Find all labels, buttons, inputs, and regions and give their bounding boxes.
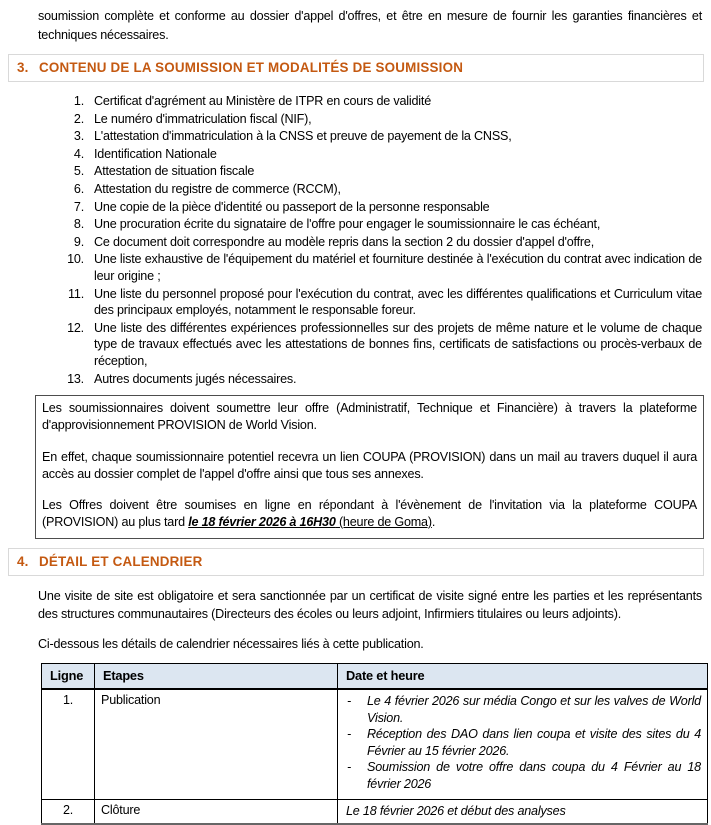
date-list-item <box>344 693 701 726</box>
list-item-text: Autres documents jugés nécessaires. <box>94 371 297 386</box>
list-item-text: Ce document doit correspondre au modèle repris dans la section 2 du dossier d'appel d'offre, <box>94 234 595 249</box>
list-item-number: 6. <box>73 181 84 196</box>
deadline-date: le 18 février 2026 à 16H30 <box>188 515 336 530</box>
site-visit-paragraph: Une visite de site est obligatoire et sera sanctionnée par un certificat de visite signé entre les parties et les représentants des structures communautaires (Directeurs des écoles ou leurs adjoint, Infirmiers titulaires ou leurs adjoints). <box>38 589 702 622</box>
dash-marker: - <box>347 727 351 742</box>
list-item-number: 1. <box>73 94 84 108</box>
deadline-prefix: Les Offres doivent être soumises en ligne en répondant à l'évènement de l'invitation via la plateforme COUPA (PROVISION) au plus tard <box>42 497 697 530</box>
table-header-ligne: Ligne <box>42 664 95 690</box>
submission-paragraph-2: En effet, chaque soumissionnaire potentiel recevra un lien COUPA (PROVISION) dans un mail au travers duquel il aura accès au dossier complet de l'appel d'offre ainsi que tous ses annexes. <box>42 449 697 481</box>
cell-ligne: 2. <box>42 799 95 824</box>
table-header-date: Date et heure <box>338 664 708 690</box>
date-text: Le 18 février 2026 et début des analyses <box>346 803 566 818</box>
list-item <box>58 111 702 128</box>
requirements-list <box>58 93 702 387</box>
list-item-text: L'attestation d'immatriculation à la CNSS et preuve de payement de la CNSS, <box>94 129 512 144</box>
list-item <box>58 146 702 163</box>
cell-etape: Clôture <box>95 799 338 824</box>
list-item <box>58 163 702 180</box>
list-item <box>58 286 702 319</box>
dash-marker: - <box>347 694 351 709</box>
submission-paragraph-3 <box>42 497 697 531</box>
list-item-number: 2. <box>73 111 84 126</box>
table-header-row <box>42 664 708 690</box>
list-item <box>58 251 702 284</box>
list-item-number: 9. <box>73 234 84 249</box>
deadline-timezone: (heure de Goma) <box>335 515 432 530</box>
cell-etape: Publication <box>95 689 338 799</box>
list-item-text: Une liste des différentes expériences professionnelles sur des projets de même nature et le volume de chaque type de travaux effectués avec les attestations de bonnes fins, certificats de satisfactions ou procès-verbaux de réception, <box>94 320 702 368</box>
section-4-heading <box>8 548 704 576</box>
list-item-number: 11. <box>68 286 84 301</box>
dash-marker: - <box>347 760 351 775</box>
list-item-number: 3. <box>73 129 84 144</box>
list-item-number: 7. <box>73 199 84 214</box>
calendar-table <box>41 663 708 825</box>
date-list-item <box>344 759 701 792</box>
list-item <box>58 371 702 388</box>
list-item <box>58 234 702 251</box>
table-row <box>42 799 708 824</box>
list-item-text: Une procuration écrite du signataire de l'offre pour engager le soumissionnaire le cas échéant, <box>94 217 601 232</box>
list-item-number: 13. <box>67 371 84 386</box>
list-item-number: 5. <box>73 164 84 179</box>
list-item <box>58 128 702 145</box>
submission-paragraph-1: Les soumissionnaires doivent soumettre leur offre (Administratif, Technique et Financière) à travers la plateforme d'approvisionnement PROVISION de World Vision. <box>42 401 697 433</box>
date-text: Le 4 février 2026 sur média Congo et sur les valves de World Vision. <box>367 694 701 725</box>
calendar-intro-paragraph: Ci-dessous les détails de calendrier nécessaires liés à cette publication. <box>38 637 424 652</box>
table-header-etapes: Etapes <box>95 664 338 690</box>
list-item-number: 8. <box>73 217 84 232</box>
date-text: Soumission de votre offre dans coupa du 4 Février au 18 février 2026 <box>367 760 701 791</box>
list-item-number: 10. <box>67 252 84 267</box>
list-item-number: 4. <box>73 146 84 161</box>
list-item-text: Le numéro d'immatriculation fiscal (NIF), <box>94 111 312 126</box>
date-list-item <box>344 726 701 759</box>
list-item <box>58 216 702 233</box>
list-item-text: Une copie de la pièce d'identité ou passeport de la personne responsable <box>94 199 490 214</box>
list-item-text: Attestation de situation fiscale <box>94 164 255 179</box>
list-item-number: 12. <box>67 320 84 335</box>
list-item <box>58 93 702 110</box>
section-3-number: 3. <box>17 60 29 75</box>
cell-dates <box>338 689 708 799</box>
list-item-text: Certificat d'agrément au Ministère de ITPR en cours de validité <box>94 94 431 108</box>
section-4-number: 4. <box>17 554 29 570</box>
intro-paragraph: soumission complète et conforme au dossier d'appel d'offres, et être en mesure de fournir les garanties financières et techniques nécessaires. <box>38 9 702 42</box>
cell-ligne: 1. <box>42 689 95 799</box>
list-item <box>58 181 702 198</box>
list-item-text: Une liste du personnel proposé pour l'exécution du contrat, avec les différentes qualifications et Curriculum vitae des principaux employés, notamment le responsable foreur. <box>94 286 702 318</box>
cell-dates <box>338 799 708 824</box>
submission-info-box <box>35 395 704 539</box>
list-item <box>58 199 702 216</box>
table-row <box>42 689 708 799</box>
section-3-title: CONTENU DE LA SOUMISSION ET MODALITÉS DE SOUMISSION <box>39 60 464 75</box>
list-item-text: Identification Nationale <box>94 146 217 161</box>
list-item-text: Une liste exhaustive de l'équipement du matériel et fourniture destinée à l'exécution du contrat avec indication de leur origine ; <box>94 252 702 283</box>
list-item <box>58 320 702 370</box>
list-item-text: Attestation du registre de commerce (RCCM), <box>94 181 341 196</box>
section-4-title: DÉTAIL ET CALENDRIER <box>39 554 203 570</box>
date-text: Réception des DAO dans lien coupa et visite des sites du 4 Février au 15 février 2026. <box>367 727 701 758</box>
section-3-heading <box>8 54 704 82</box>
deadline-period: . <box>431 515 436 530</box>
